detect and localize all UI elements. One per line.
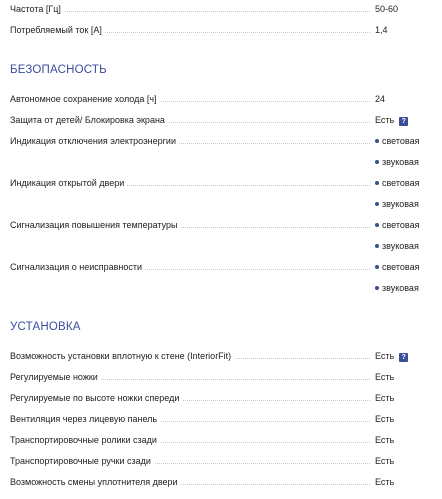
spec-row-current	[10, 23, 436, 37]
spec-label: Частота [Гц]	[10, 2, 64, 16]
spec-label: Потребляемый ток [А]	[10, 23, 105, 37]
section-title-install: УСТАНОВКА	[10, 321, 81, 333]
spec-row-transport-handles	[10, 454, 436, 468]
spec-label: Защита от детей/ Блокировка экрана	[10, 113, 168, 127]
spec-row-temperature-alarm	[10, 218, 436, 232]
spec-row-open-door-indication	[10, 176, 436, 190]
spec-row-adjustable-feet	[10, 370, 436, 384]
spec-label: Вентиляция через лицевую панель	[10, 412, 160, 426]
spec-label: Транспортировочные ручки сзади	[10, 454, 154, 468]
spec-label: Сигнализация повышения температуры	[10, 218, 180, 232]
spec-value: световая	[375, 218, 419, 232]
spec-row-power-outage-indication-sound	[10, 155, 436, 169]
spec-value: Есть	[375, 372, 395, 382]
spec-value: Есть	[375, 477, 395, 487]
spec-label: Возможность установки вплотную к стене (InteriorFit)	[10, 349, 234, 363]
spec-value: Есть	[375, 435, 395, 445]
spec-label: Индикация открытой двери	[10, 176, 127, 190]
spec-value: звуковая	[375, 197, 419, 211]
spec-label: Регулируемые по высоте ножки спереди	[10, 391, 182, 405]
spec-value-with-help	[375, 113, 408, 127]
spec-row-door-seal-replacement	[10, 475, 436, 489]
section-title-safety: БЕЗОПАСНОСТЬ	[10, 64, 107, 76]
spec-value: световая	[375, 176, 419, 190]
spec-row-open-door-indication-sound	[10, 197, 436, 211]
spec-value: Есть	[375, 414, 395, 424]
spec-row-child-lock	[10, 113, 436, 127]
spec-label: Регулируемые ножки	[10, 370, 101, 384]
spec-value: 1,4	[375, 25, 388, 35]
spec-label: Возможность смены уплотнителя двери	[10, 475, 181, 489]
spec-value: Есть	[375, 456, 395, 466]
spec-row-fault-alarm-sound	[10, 281, 436, 295]
spec-row-temperature-alarm-sound	[10, 239, 436, 253]
spec-row-power-outage-indication	[10, 134, 436, 148]
spec-value: 50-60	[375, 4, 399, 14]
spec-label: Транспортировочные ролики сзади	[10, 433, 160, 447]
spec-value: звуковая	[375, 239, 419, 253]
spec-value: 24	[375, 94, 386, 104]
dotted-leader	[10, 11, 370, 12]
spec-row-fault-alarm	[10, 260, 436, 274]
spec-value: световая	[375, 134, 419, 148]
spec-value: Есть	[375, 351, 395, 361]
spec-row-front-ventilation	[10, 412, 436, 426]
spec-value: Есть	[375, 115, 395, 125]
spec-label: Автономное сохранение холода [ч]	[10, 92, 160, 106]
spec-value: световая	[375, 260, 419, 274]
spec-value: звуковая	[375, 155, 419, 169]
spec-label: Сигнализация о неисправности	[10, 260, 145, 274]
spec-value: Есть	[375, 393, 395, 403]
spec-row-transport-rollers	[10, 433, 436, 447]
spec-value: звуковая	[375, 281, 419, 295]
help-icon[interactable]: ?	[399, 353, 408, 362]
spec-value-with-help	[375, 349, 408, 363]
spec-row-frequency	[10, 2, 436, 16]
spec-row-autonomous-cold	[10, 92, 436, 106]
spec-row-front-feet-height	[10, 391, 436, 405]
spec-row-interiorfit	[10, 349, 436, 363]
spec-label: Индикация отключения электроэнергии	[10, 134, 179, 148]
help-icon[interactable]: ?	[399, 117, 408, 126]
